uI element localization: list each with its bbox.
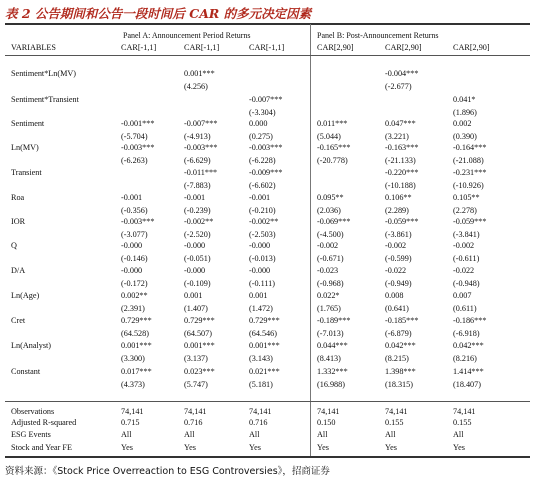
footer-rule [5, 401, 530, 402]
footer-value: 74,141 [249, 407, 272, 416]
coefficient-cell: 0.001 [184, 291, 203, 300]
coefficient-cell: -0.059*** [385, 217, 419, 226]
source-note: 资料来源：《Stock Price Overreaction to ESG Controversies》，招商证券 [5, 466, 330, 477]
coefficient-cell: -0.000 [121, 241, 143, 250]
row-label: D/A [11, 266, 26, 275]
t-stat-cell: (64.507) [184, 329, 212, 338]
t-stat-cell: (-3.861) [385, 230, 412, 239]
footer-value: 74,141 [453, 407, 476, 416]
t-stat-cell: (-6.263) [121, 156, 148, 165]
top-rule [5, 23, 530, 25]
coefficient-cell: -0.002** [249, 217, 279, 226]
t-stat-cell: (2.278) [453, 206, 477, 215]
coefficient-cell: -0.002 [317, 241, 339, 250]
coefficient-cell: -0.003*** [184, 143, 218, 152]
coefficient-cell: 0.022* [317, 291, 340, 300]
t-stat-cell: (2.036) [317, 206, 341, 215]
coefficient-cell: -0.002** [184, 217, 214, 226]
panel-b-header: Panel B: Post-Announcement Returns [317, 31, 439, 40]
footer-value: Yes [385, 443, 397, 452]
t-stat-cell: (-0.109) [184, 279, 211, 288]
row-label: Ln(Age) [11, 291, 40, 300]
coefficient-cell: 0.729*** [249, 316, 280, 325]
footer-value: 0.155 [453, 418, 472, 427]
t-stat-cell: (0.641) [385, 304, 409, 313]
footer-value: 74,141 [385, 407, 408, 416]
coefficient-cell: -0.000 [184, 266, 206, 275]
t-stat-cell: (-21.088) [453, 156, 484, 165]
row-label: Q [11, 241, 17, 250]
t-stat-cell: (64.528) [121, 329, 149, 338]
t-stat-cell: (3.143) [249, 354, 273, 363]
coefficient-cell: -0.001 [184, 193, 206, 202]
coefficient-cell: 0.021*** [249, 367, 280, 376]
coefficient-cell: -0.011*** [184, 168, 218, 177]
t-stat-cell: (-4.913) [184, 132, 211, 141]
t-stat-cell: (-5.704) [121, 132, 148, 141]
coefficient-cell: 1.398*** [385, 367, 416, 376]
row-label: Ln(Analyst) [11, 341, 52, 350]
footer-value: All [121, 430, 132, 439]
coefficient-cell: -0.001*** [121, 119, 155, 128]
t-stat-cell: (64.546) [249, 329, 277, 338]
t-stat-cell: (-2.503) [249, 230, 276, 239]
coefficient-cell: 1.414*** [453, 367, 484, 376]
coefficient-cell: -0.003*** [121, 217, 155, 226]
t-stat-cell: (-3.841) [453, 230, 480, 239]
coefficient-cell: 1.332*** [317, 367, 348, 376]
t-stat-cell: (-0.948) [453, 279, 480, 288]
row-label: Sentiment*Transient [11, 95, 79, 104]
footer-label: Adjusted R-squared [11, 418, 77, 427]
t-stat-cell: (-0.111) [249, 279, 275, 288]
coefficient-cell: -0.185*** [385, 316, 419, 325]
column-header: CAR[2,90] [453, 43, 490, 52]
row-label: Cret [11, 316, 26, 325]
footer-value: Yes [453, 443, 465, 452]
t-stat-cell: (5.747) [184, 380, 208, 389]
coefficient-cell: 0.001 [249, 291, 268, 300]
t-stat-cell: (1.472) [249, 304, 273, 313]
coefficient-cell: -0.069*** [317, 217, 351, 226]
footer-value: Yes [184, 443, 196, 452]
column-header: CAR[-1,1] [184, 43, 220, 52]
t-stat-cell: (3.221) [385, 132, 409, 141]
t-stat-cell: (-6.629) [184, 156, 211, 165]
coefficient-cell: -0.059*** [453, 217, 487, 226]
t-stat-cell: (18.407) [453, 380, 481, 389]
coefficient-cell: 0.001*** [184, 341, 215, 350]
t-stat-cell: (2.289) [385, 206, 409, 215]
coefficient-cell: 0.023*** [184, 367, 215, 376]
row-label: Roa [11, 193, 25, 202]
footer-value: All [317, 430, 328, 439]
t-stat-cell: (0.611) [453, 304, 477, 313]
t-stat-cell: (-10.188) [385, 181, 416, 190]
t-stat-cell: (8.413) [317, 354, 341, 363]
t-stat-cell: (18.315) [385, 380, 413, 389]
coefficient-cell: -0.000 [184, 241, 206, 250]
t-stat-cell: (0.390) [453, 132, 477, 141]
coefficient-cell: 0.001*** [249, 341, 280, 350]
header-rule [5, 55, 530, 56]
footer-value: 0.716 [249, 418, 268, 427]
t-stat-cell: (-3.077) [121, 230, 148, 239]
t-stat-cell: (1.896) [453, 108, 477, 117]
coefficient-cell: 0.007 [453, 291, 472, 300]
coefficient-cell: -0.000 [249, 266, 271, 275]
coefficient-cell: -0.001 [249, 193, 271, 202]
t-stat-cell: (-10.926) [453, 181, 484, 190]
column-header: CAR[2,90] [317, 43, 354, 52]
t-stat-cell: (-0.210) [249, 206, 276, 215]
coefficient-cell: 0.106** [385, 193, 412, 202]
coefficient-cell: -0.007*** [249, 95, 283, 104]
footer-value: 0.150 [317, 418, 336, 427]
t-stat-cell: (5.181) [249, 380, 273, 389]
t-stat-cell: (3.300) [121, 354, 145, 363]
coefficient-cell: 0.044*** [317, 341, 348, 350]
footer-value: All [184, 430, 195, 439]
t-stat-cell: (-21.133) [385, 156, 416, 165]
footer-value: 0.715 [121, 418, 140, 427]
coefficient-cell: -0.009*** [249, 168, 283, 177]
coefficient-cell: -0.000 [249, 241, 271, 250]
footer-value: 0.155 [385, 418, 404, 427]
t-stat-cell: (-7.013) [317, 329, 344, 338]
t-stat-cell: (0.275) [249, 132, 273, 141]
coefficient-cell: 0.729*** [184, 316, 215, 325]
coefficient-cell: -0.002 [385, 241, 407, 250]
coefficient-cell: 0.017*** [121, 367, 152, 376]
t-stat-cell: (-0.611) [453, 254, 480, 263]
t-stat-cell: (-0.968) [317, 279, 344, 288]
coefficient-cell: -0.023 [317, 266, 339, 275]
coefficient-cell: 0.002** [121, 291, 148, 300]
coefficient-cell: -0.022 [385, 266, 407, 275]
t-stat-cell: (8.215) [385, 354, 409, 363]
coefficient-cell: -0.004*** [385, 69, 419, 78]
footer-value: Yes [249, 443, 261, 452]
coefficient-cell: -0.002 [453, 241, 475, 250]
t-stat-cell: (-2.677) [385, 82, 412, 91]
t-stat-cell: (16.988) [317, 380, 345, 389]
t-stat-cell: (-3.304) [249, 108, 276, 117]
coefficient-cell: -0.164*** [453, 143, 487, 152]
coefficient-cell: 0.105** [453, 193, 480, 202]
coefficient-cell: -0.231*** [453, 168, 487, 177]
coefficient-cell: 0.001*** [184, 69, 215, 78]
t-stat-cell: (1.765) [317, 304, 341, 313]
coefficient-cell: -0.186*** [453, 316, 487, 325]
t-stat-cell: (8.216) [453, 354, 477, 363]
coefficient-cell: -0.022 [453, 266, 475, 275]
t-stat-cell: (-0.599) [385, 254, 412, 263]
t-stat-cell: (-6.918) [453, 329, 480, 338]
t-stat-cell: (-7.883) [184, 181, 211, 190]
column-header: CAR[-1,1] [249, 43, 285, 52]
coefficient-cell: -0.001 [121, 193, 143, 202]
coefficient-cell: -0.003*** [121, 143, 155, 152]
coefficient-cell: 0.047*** [385, 119, 416, 128]
row-label: IOR [11, 217, 26, 226]
t-stat-cell: (-0.146) [121, 254, 148, 263]
footer-value: All [385, 430, 396, 439]
t-stat-cell: (-0.356) [121, 206, 148, 215]
coefficient-cell: 0.042*** [453, 341, 484, 350]
t-stat-cell: (-2.520) [184, 230, 211, 239]
footer-label: Stock and Year FE [11, 443, 72, 452]
row-label: Ln(MV) [11, 143, 39, 152]
coefficient-cell: 0.000 [249, 119, 268, 128]
t-stat-cell: (-0.051) [184, 254, 211, 263]
footer-label: ESG Events [11, 430, 51, 439]
t-stat-cell: (-0.949) [385, 279, 412, 288]
footer-value: Yes [317, 443, 329, 452]
footer-value: 0.716 [184, 418, 203, 427]
t-stat-cell: (2.391) [121, 304, 145, 313]
row-label: Constant [11, 367, 41, 376]
row-label: Sentiment*Ln(MV) [11, 69, 77, 78]
t-stat-cell: (-0.671) [317, 254, 344, 263]
coefficient-cell: 0.008 [385, 291, 404, 300]
t-stat-cell: (3.137) [184, 354, 208, 363]
panel-a-header: Panel A: Announcement Period Returns [123, 31, 251, 40]
coefficient-cell: 0.011*** [317, 119, 348, 128]
coefficient-cell: -0.163*** [385, 143, 419, 152]
t-stat-cell: (4.373) [121, 380, 145, 389]
column-header: CAR[-1,1] [121, 43, 157, 52]
t-stat-cell: (-6.602) [249, 181, 276, 190]
t-stat-cell: (1.407) [184, 304, 208, 313]
coefficient-cell: 0.002 [453, 119, 472, 128]
variables-header: VARIABLES [11, 43, 56, 52]
panel-divider [310, 24, 311, 457]
footer-value: 74,141 [121, 407, 144, 416]
coefficient-cell: 0.729*** [121, 316, 152, 325]
bottom-rule [5, 456, 530, 458]
footer-value: 74,141 [184, 407, 207, 416]
footer-value: Yes [121, 443, 133, 452]
coefficient-cell: -0.165*** [317, 143, 351, 152]
t-stat-cell: (-0.013) [249, 254, 276, 263]
t-stat-cell: (-20.778) [317, 156, 348, 165]
coefficient-cell: 0.095** [317, 193, 344, 202]
t-stat-cell: (4.256) [184, 82, 208, 91]
coefficient-cell: -0.007*** [184, 119, 218, 128]
coefficient-cell: 0.042*** [385, 341, 416, 350]
footer-label: Observations [11, 407, 55, 416]
coefficient-cell: -0.000 [121, 266, 143, 275]
coefficient-cell: -0.220*** [385, 168, 419, 177]
t-stat-cell: (-4.500) [317, 230, 344, 239]
row-label: Transient [11, 168, 42, 177]
coefficient-cell: 0.041* [453, 95, 476, 104]
coefficient-cell: 0.001*** [121, 341, 152, 350]
footer-value: 74,141 [317, 407, 340, 416]
t-stat-cell: (-0.172) [121, 279, 148, 288]
coefficient-cell: -0.003*** [249, 143, 283, 152]
t-stat-cell: (-6.228) [249, 156, 276, 165]
coefficient-cell: -0.189*** [317, 316, 351, 325]
column-header: CAR[2,90] [385, 43, 422, 52]
t-stat-cell: (-6.879) [385, 329, 412, 338]
table-title: 表 2 公告期间和公告一段时间后 CAR 的多元决定因素 [5, 6, 312, 21]
row-label: Sentiment [11, 119, 45, 128]
t-stat-cell: (5.044) [317, 132, 341, 141]
footer-value: All [249, 430, 260, 439]
t-stat-cell: (-0.239) [184, 206, 211, 215]
footer-value: All [453, 430, 464, 439]
